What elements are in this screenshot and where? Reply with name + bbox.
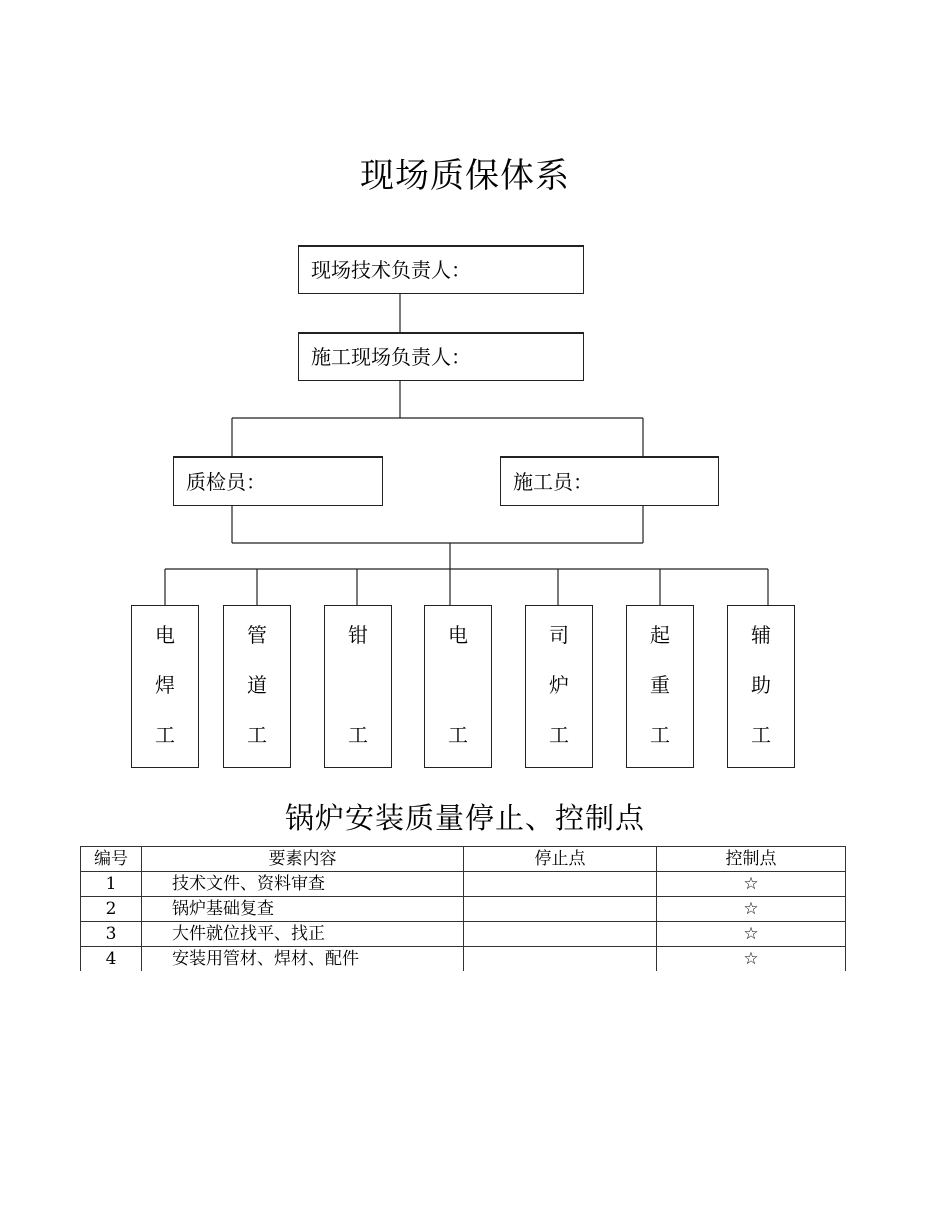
org-box-constructor — [500, 456, 719, 506]
cell-control-star-icon: ☆ — [657, 922, 846, 947]
worker-char: 司 — [549, 623, 569, 647]
cell-control-star-icon: ☆ — [657, 947, 846, 972]
worker-box-boiler-operator — [525, 605, 593, 768]
cell-stop — [464, 947, 657, 972]
cell-stop — [464, 897, 657, 922]
cell-no: 3 — [81, 922, 142, 947]
worker-box-rigger — [626, 605, 694, 768]
worker-char: 工 — [247, 723, 267, 747]
worker-box-fitter — [324, 605, 392, 768]
worker-char: 工 — [155, 723, 175, 747]
worker-char: 起 — [650, 623, 670, 647]
control-point-table — [80, 846, 846, 971]
header-element: 要素内容 — [142, 847, 464, 872]
cell-no: 4 — [81, 947, 142, 972]
worker-char: 电 — [155, 623, 175, 647]
worker-char: 辅 — [751, 623, 771, 647]
worker-char: 钳 — [348, 623, 368, 647]
org-box-label: 质检员： — [186, 469, 266, 494]
worker-char: 工 — [751, 723, 771, 747]
cell-element: 技术文件、资料审查 — [142, 872, 464, 897]
table-title: 锅炉安装质量停止、控制点 — [284, 801, 645, 835]
cell-element: 大件就位找平、找正 — [142, 922, 464, 947]
cell-stop — [464, 922, 657, 947]
table-row — [81, 897, 846, 922]
org-box-inspector — [173, 456, 383, 506]
cell-stop — [464, 872, 657, 897]
worker-char: 电 — [448, 623, 468, 647]
cell-no: 1 — [81, 872, 142, 897]
worker-box-pipefitter — [223, 605, 291, 768]
cell-no: 2 — [81, 897, 142, 922]
org-box-label: 现场技术负责人： — [311, 258, 471, 282]
worker-char: 管 — [247, 623, 267, 647]
worker-char: 工 — [549, 723, 569, 747]
header-no: 编号 — [81, 847, 142, 872]
table-header-row — [81, 847, 846, 872]
cell-element: 锅炉基础复查 — [142, 897, 464, 922]
worker-char: 焊 — [155, 673, 175, 697]
org-box-site-lead — [298, 332, 584, 381]
worker-char: 助 — [751, 673, 771, 697]
worker-char: 工 — [448, 723, 468, 747]
page-title: 现场质保体系 — [360, 156, 570, 196]
cell-control-star-icon: ☆ — [657, 897, 846, 922]
worker-box-helper — [727, 605, 795, 768]
worker-char: 道 — [247, 673, 267, 697]
header-stop-point: 停止点 — [464, 847, 657, 872]
org-box-label: 施工员： — [513, 469, 593, 494]
cell-element: 安装用管材、焊材、配件 — [142, 947, 464, 972]
table-row — [81, 872, 846, 897]
header-control-point: 控制点 — [657, 847, 846, 872]
table-row — [81, 922, 846, 947]
worker-box-welder — [131, 605, 199, 768]
org-box-label: 施工现场负责人： — [311, 345, 471, 369]
org-box-tech-lead — [298, 245, 584, 294]
cell-control-star-icon: ☆ — [657, 872, 846, 897]
worker-box-electrician — [424, 605, 492, 768]
worker-char: 工 — [650, 723, 670, 747]
worker-char: 工 — [348, 723, 368, 747]
worker-char: 炉 — [549, 673, 569, 697]
worker-char: 重 — [650, 673, 670, 697]
table-row — [81, 947, 846, 972]
